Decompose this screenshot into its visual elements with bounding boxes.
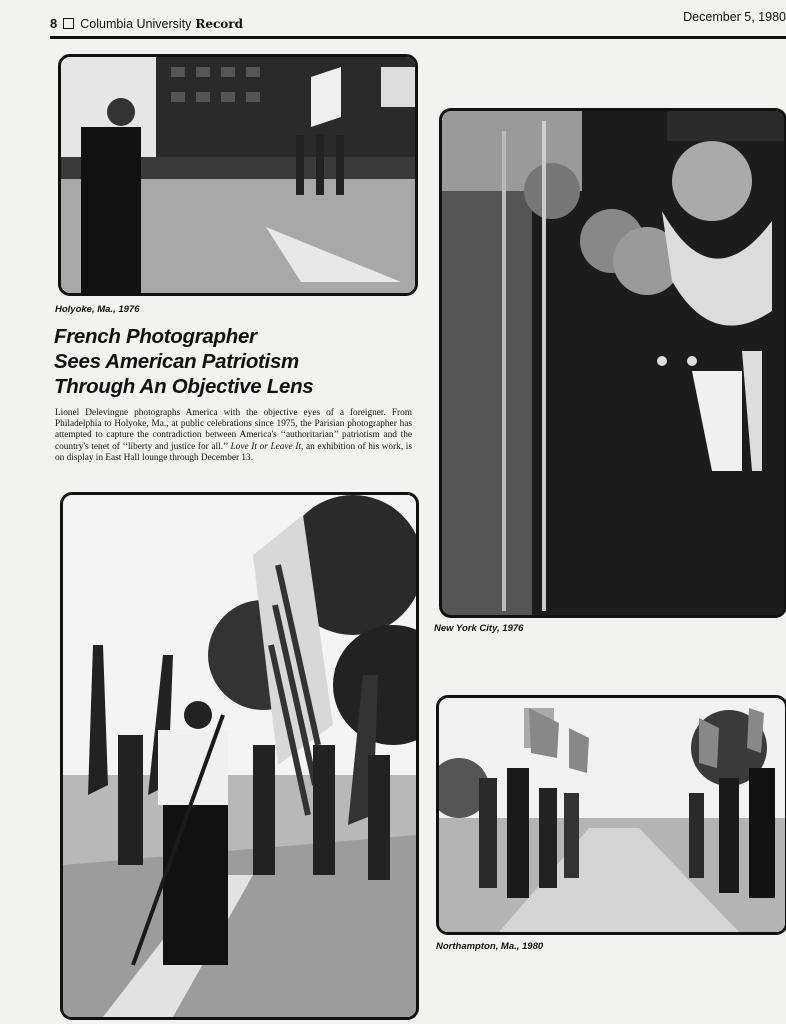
publication-name: Columbia University — [80, 16, 192, 31]
headline-line: Sees American Patriotism — [54, 350, 299, 373]
photo-caption: New York City, 1976 — [434, 623, 524, 634]
page-number: 8 — [50, 16, 58, 31]
photo-flag-bearers — [60, 492, 419, 1020]
headline-line: Through An Objective Lens — [54, 375, 314, 398]
article-body-part: an exhibition of his work, is on display in East Hall lounge through December 13. — [55, 441, 413, 463]
publication-name-bold: Record — [195, 16, 244, 31]
photo-northampton — [436, 695, 786, 935]
photo-holyoke — [58, 54, 418, 296]
article-body — [55, 408, 412, 464]
exhibition-title: Love It or Leave It, — [230, 441, 304, 452]
photo-new-york — [439, 108, 786, 618]
photo-caption: Holyoke, Ma., 1976 — [55, 304, 140, 315]
headline-line: French Photographer — [54, 325, 257, 348]
box-icon — [63, 18, 74, 29]
article-body-part: Lionel Delevingne photographs America with the objective eyes of a foreigner. From Philadelphia to Holyoke, Ma., at public celebrations since 1975, the Parisian photographer has attempted to capture the contradiction between America's ‘‘authoritarian’’ patriotism and the country's tenet of ‘‘liberty and justice for all.’’ — [55, 408, 412, 452]
photo-caption: Northampton, Ma., 1980 — [436, 941, 544, 952]
masthead — [50, 10, 786, 34]
masthead-left — [50, 16, 243, 31]
issue-date: December 5, 1980 — [683, 10, 786, 24]
masthead-rule — [50, 36, 786, 39]
article-headline — [54, 324, 414, 399]
